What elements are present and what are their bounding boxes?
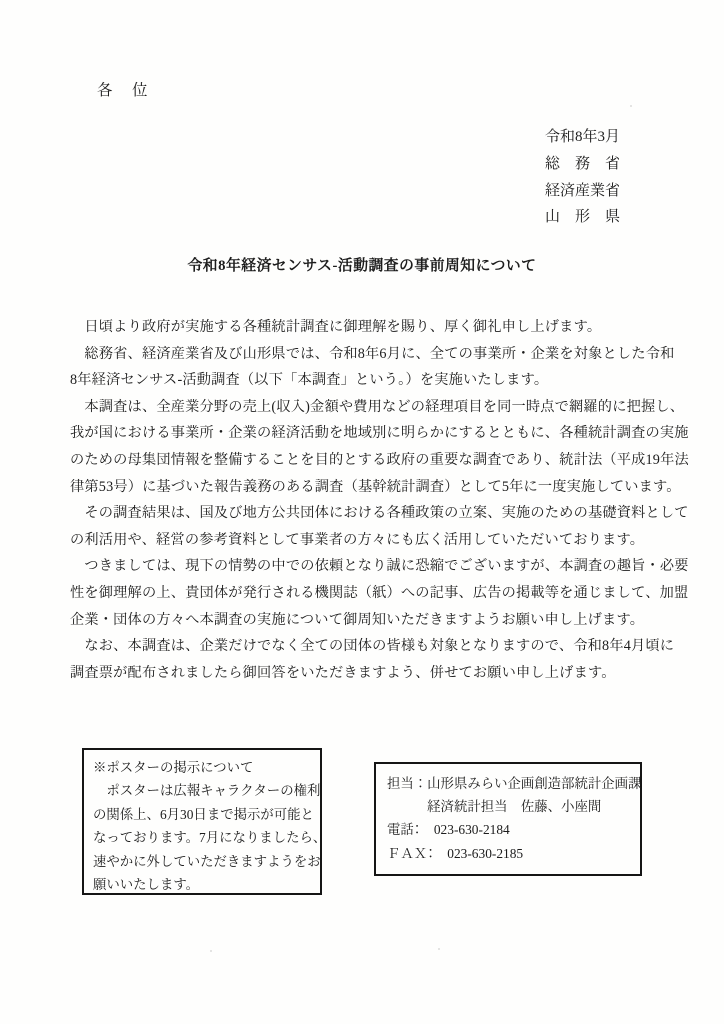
body-line: 総務省、経済産業省及び山形県では、令和8年6月に、全ての事業所・企業を対象とした令和: [70, 345, 675, 362]
poster-notice-line: なっております。7月になりましたら、: [93, 830, 327, 846]
body-line: 日頃より政府が実施する各種統計調査に御理解を賜り、厚く御礼申し上げます。: [70, 319, 602, 335]
body-line: 律第53号）に基づいた報告義務のある調査（基幹統計調査）として5年に一度実施しています。: [70, 478, 681, 495]
body-line: 8年経済センサス‐活動調査（以下「本調査」という。）を実施いたします。: [70, 372, 549, 389]
scan-speck: [438, 948, 440, 950]
letter-date: 令和8年3月: [545, 129, 621, 145]
poster-notice-line: の関係上、6月30日まで掲示が可能と: [93, 806, 314, 822]
poster-notice-line: ※ポスターの掲示について: [93, 760, 254, 775]
sender-yamagata-ken: 山 形 県: [545, 209, 621, 226]
poster-notice-line: 願いいたします。: [93, 877, 200, 893]
letter-body: [70, 314, 689, 686]
contact-info-box: [374, 762, 642, 876]
document-title: 令和8年経済センサス‐活動調査の事前周知について: [187, 258, 537, 274]
scan-speck: [630, 105, 632, 107]
contact-fax-line: ＦＡＸ： 023-630-2185: [387, 845, 524, 861]
body-line: 我が国における事業所・企業の経済活動を地域別に明らかにするとともに、各種統計調査の実施: [70, 425, 689, 442]
contact-phone-line: 電話： 023-630-2184: [387, 822, 510, 838]
poster-notice-line: ポスターは広報キャラクターの権利: [93, 783, 321, 799]
poster-notice-line: 速やかに外していただきますようをお: [93, 853, 321, 869]
sender-somusho: 総 務 省: [545, 155, 621, 172]
scan-speck: [210, 950, 212, 952]
body-line: なお、本調査は、企業だけでなく全ての団体の皆様も対象となりますので、令和8年4月頃に: [70, 638, 675, 655]
body-line: 性を御理解の上、貴団体が発行される機関誌（紙）への記事、広告の掲載等を通じまして、加盟: [70, 584, 689, 601]
body-line: 調査票が配布されましたら御回答をいただきますよう、併せてお願い申し上げます。: [70, 664, 616, 681]
sender-keizaisangyosho: 経済産業省: [545, 182, 621, 199]
body-line: その調査結果は、国及び地方公共団体における各種政策の立案、実施のための基礎資料として: [70, 505, 689, 522]
body-line: つきましては、現下の情勢の中での依頼となり誠に恐縮でございますが、本調査の趣旨・必要: [70, 558, 689, 575]
body-line: の利活用や、経営の参考資料として事業者の方々にも広く活用していただいております。: [70, 531, 645, 548]
date-and-sender-block: [545, 124, 620, 231]
contact-staff-line: 経済統計担当 佐藤、小座間: [387, 799, 602, 815]
body-line: 企業・団体の方々へ本調査の実施について御周知いただきますようお願い申し上げます。: [70, 611, 645, 628]
poster-notice-box: [82, 748, 327, 895]
body-line: のための母集団情報を整備することを目的とする政府の重要な調査であり、統計法（平成19年法: [70, 451, 689, 468]
recipient-salutation: 各 位: [97, 82, 150, 99]
contact-department-line: 担当：山形県みらい企画創造部統計企画課: [387, 776, 642, 791]
body-line: 本調査は、全産業分野の売上(収入)金額や費用などの経理項目を同一時点で網羅的に把握し、: [70, 398, 685, 415]
